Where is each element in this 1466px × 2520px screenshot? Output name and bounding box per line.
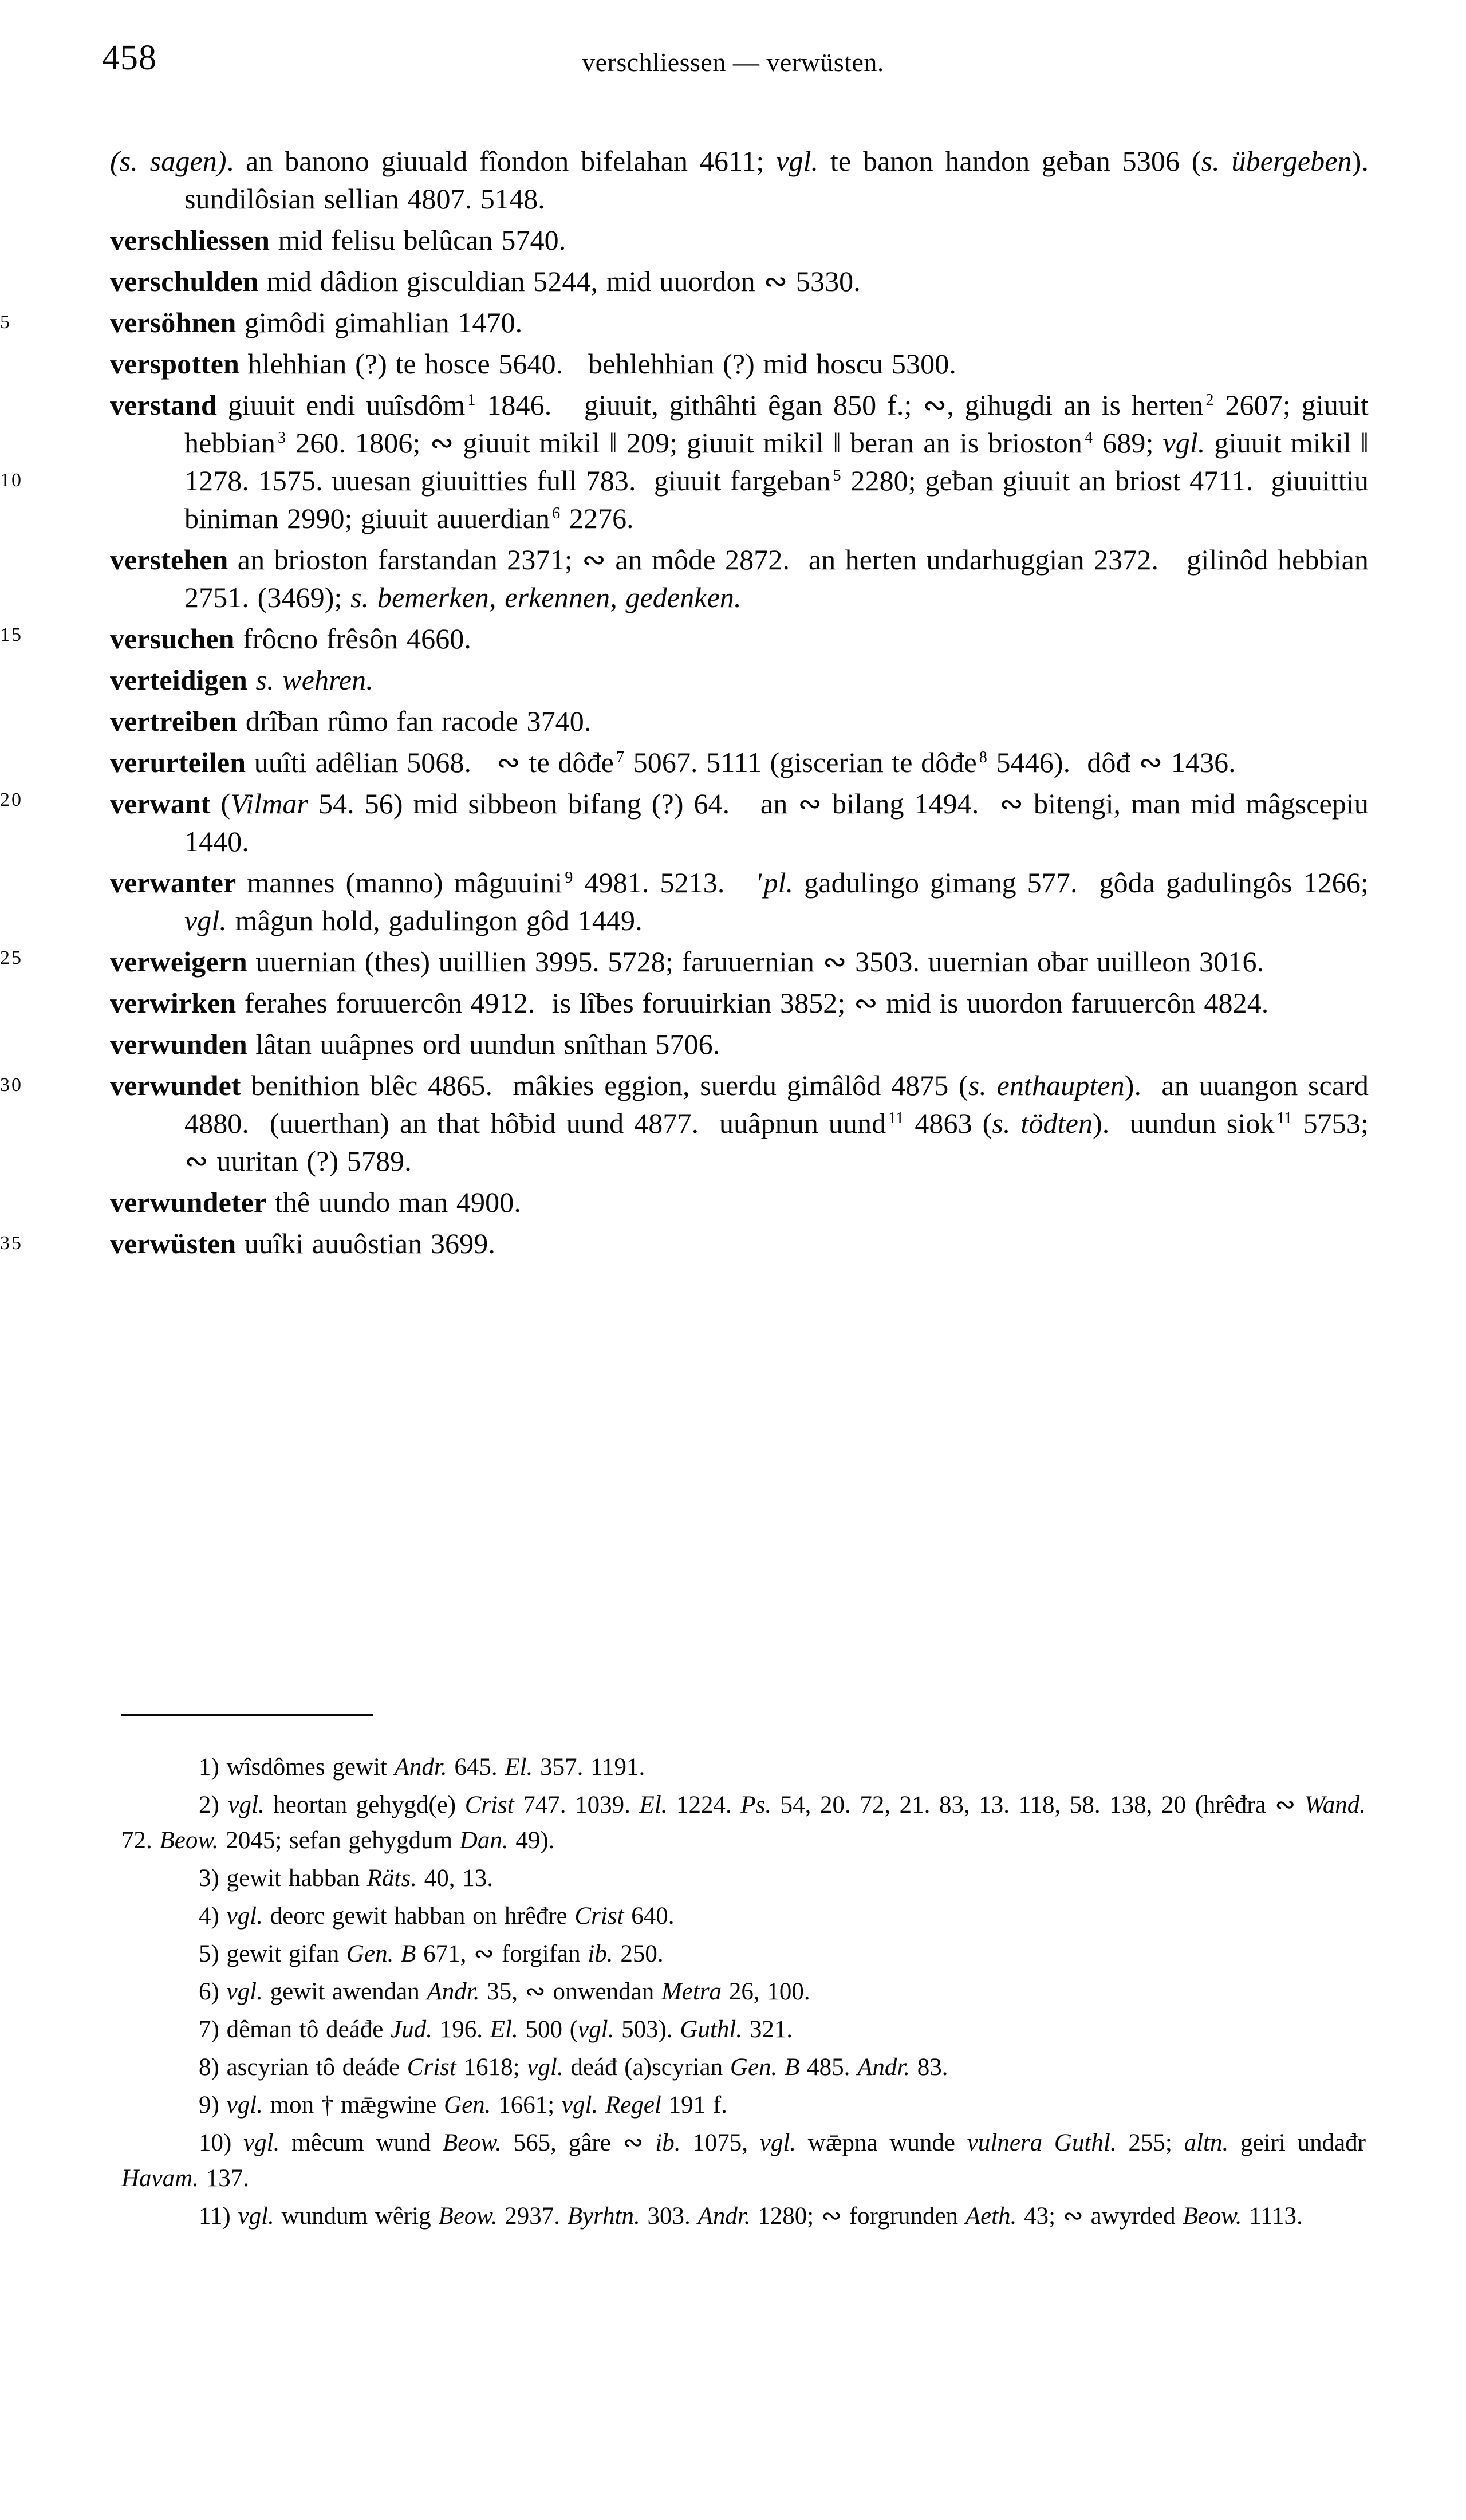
footnote-7: 7) dêman tô deáđe Jud. 196. El. 500 (vgl. 503). Guthl. 321. [199, 2016, 793, 2043]
entry-text: verwant (Vilmar 54. 56) mid sibbeon bifang (?) 64. an ∾ bilang 1494. ∾ bitengi, man mid mâgscepiu 1440. [110, 788, 1369, 857]
footnote-8: 8) ascyrian tô deáđe Crist 1618; vgl. deáđ (a)scyrian Gen. B 485. Andr. 83. [199, 2054, 948, 2081]
entry-text: verwundeter thê uundo man 4900. [110, 1186, 521, 1218]
footnote-3: 3) gewit habban Räts. 40, 13. [199, 1865, 493, 1892]
dictionary-entry-verschliessen [0, 221, 1466, 259]
footnote-rule [121, 1714, 373, 1716]
dictionary-entry-verspotten [0, 345, 1466, 383]
entry-text: verteidigen s. wehren. [110, 664, 373, 696]
dictionary-entry-verurteilen [0, 743, 1466, 810]
dictionary-entry-versoehnen [0, 304, 1466, 341]
line-number-5: 5 [0, 312, 11, 333]
entry-text: verschulden mid dâdion gisculdian 5244, mid uuordon ∾ 5330. [110, 265, 861, 297]
line-number-30: 30 [0, 1074, 23, 1096]
dictionary-entry-verteidigen [0, 661, 1466, 699]
entry-text: versöhnen gimôdi gimahlian 1470. [110, 306, 523, 338]
entry-text: verurteilen uuîti adêlian 5068. ∾ te dôđe $^7$ 5067. 5111 (giscerian te dôđe $^8$ 5446). dôđ ∾ 1436. [110, 746, 1236, 778]
running-head [0, 40, 1466, 92]
footnote-list [0, 1750, 1466, 2236]
page-number: 458 [102, 38, 157, 77]
entry-text: verwirken ferahes foruuercôn 4912. is lîƀes foruuirkian 3852; ∾ mid is uuordon faruuercôn 4824. [110, 987, 1269, 1019]
dictionary-entry-verwundeter [0, 1183, 1466, 1221]
dictionary-entry-verstand [0, 386, 1466, 537]
footnote-4: 4) vgl. deorc gewit habban on hrêđre Crist 640. [199, 1903, 675, 1930]
dictionary-entry-verwant [0, 785, 1466, 860]
dictionary-entry-vertreiben [0, 702, 1466, 740]
dictionary-entry-verwuesten [0, 1224, 1466, 1262]
line-number-35: 35 [0, 1233, 23, 1254]
dictionary-entry-versuchen [0, 620, 1466, 657]
entry-text: verschliessen mid felisu belûcan 5740. [110, 224, 566, 256]
entry-text: verwundet benithion blêc 4865. mâkies eggion, suerdu gimâlôd 4875 (s. enthaupten). an uuangon scard 4880. (uuerthan) an that hôƀid uund 4877. uuâpnun uund $^{11}$ 4863 (s. tödten). uundun siok $^{11}$ 5753; ∾ uuritan (?) 5789. [110, 1069, 1369, 1177]
entry-text: versuchen frôcno frêsôn 4660. [110, 623, 472, 655]
footnote-2: 2) vgl. heortan gehygd(e) Crist 747. 1039. El. 1224. Ps. 54, 20. 72, 21. 83, 13. 118, 58. 138, 20 (hrêđra ∾ Wand. 72. Beow. 2045; sefan gehygdum Dan. 49). [121, 1791, 1366, 1854]
footnote-10: 10) vgl. mêcum wund Beow. 565, gâre ∾ ib. 1075, vgl. wǣpna wunde vulnera Guthl. 255; altn. geiri undađr Havam. 137. [121, 2129, 1366, 2192]
dictionary-entry-verschulden [0, 262, 1466, 300]
dictionary-entry-sagen-cont [0, 142, 1466, 218]
line-number-20: 20 [0, 789, 23, 810]
footnote-1: 1) wîsdômes gewit Andr. 645. El. 357. 1191. [199, 1754, 645, 1781]
dictionary-entry-verweigern [0, 943, 1466, 981]
entry-text: verstehen an brioston farstandan 2371; ∾ an môde 2872. an herten undarhuggian 2372. gilinôd hebbian 2751. (3469); s. bemerken, erkennen, gedenken. [110, 544, 1369, 613]
entry-text: verstand giuuit endi uuîsdôm $^1$ 1846. giuuit, githâhti êgan 850 f.; ∾, gihugdi an is herten $^2$ 2607; giuuit hebbian $^3$ 260. 1806; ∾ giuuit mikil ‖ 209; giuuit mikil ‖ beran an is brioston $^4$ 689; vgl. giuuit mikil ‖ 1278. 1575. uuesan giuuitties full 783. giuuit far﻿ǥeban $^5$ 2280; geƀan giuuit an briost 4711. giuuittiu biniman 2990; giuuit auuerdian $^6$ 2276. [110, 389, 1369, 534]
dictionary-entry-verwundet [0, 1066, 1466, 1180]
footnote-5: 5) gewit gifan Gen. B 671, ∾ forgifan ib. 250. [199, 1940, 664, 1967]
entry-text: verweigern uuernian (thes) uuillien 3995. 5728; faruuernian ∾ 3503. uuernian oƀar uuilleon 3016. [110, 946, 1264, 978]
entry-text: verwanter mannes (manno) mâguuini $^9$ 4981. 5213. ′pl. gadulingo gimang 577. gôda gadulingôs 1266; vgl. mâgun hold, gadulingon gôd 1449. [110, 867, 1369, 936]
dictionary-entry-verwirken [0, 984, 1466, 1022]
dictionary-entries [0, 142, 1466, 1266]
line-number-15: 15 [0, 624, 23, 645]
line-number-25: 25 [0, 947, 23, 968]
entry-text: verwunden lâtan uuâpnes ord uundun snîthan 5706. [110, 1028, 720, 1060]
line-number-10: 10 [0, 470, 23, 491]
dictionary-entry-verwunden [0, 1025, 1466, 1063]
entry-text: vertreiben drîƀan rûmo fan racode 3740. [110, 705, 592, 737]
running-head-title: verschliessen — verwüsten. [582, 48, 884, 77]
footnote-9: 9) vgl. mon † mǣgwine Gen. 1661; vgl. Regel 191 f. [199, 2092, 727, 2119]
footnote-6: 6) vgl. gewit awendan Andr. 35, ∾ onwendan Metra 26, 100. [199, 1978, 810, 2005]
entry-text: (s. sagen). an banono giuuald fîondon bifelahan 4611; vgl. te banon handon ge﻿ƀan 5306 (s. übergeben). sundilôsian sellian 4807. 5148. [110, 145, 1369, 215]
entry-text: verspotten hlehhian (?) te hosce 5640. behlehhian (?) mid hoscu 5300. [110, 348, 956, 380]
footnote-11: 11) vgl. wundum wêrig Beow. 2937. Byrhtn. 303. Andr. 1280; ∾ forgrunden Aeth. 43; ∾ awyrded Beow. 1113. [199, 2203, 1303, 2230]
entry-text: verwüsten uuîki auuôstian 3699. [110, 1227, 495, 1259]
